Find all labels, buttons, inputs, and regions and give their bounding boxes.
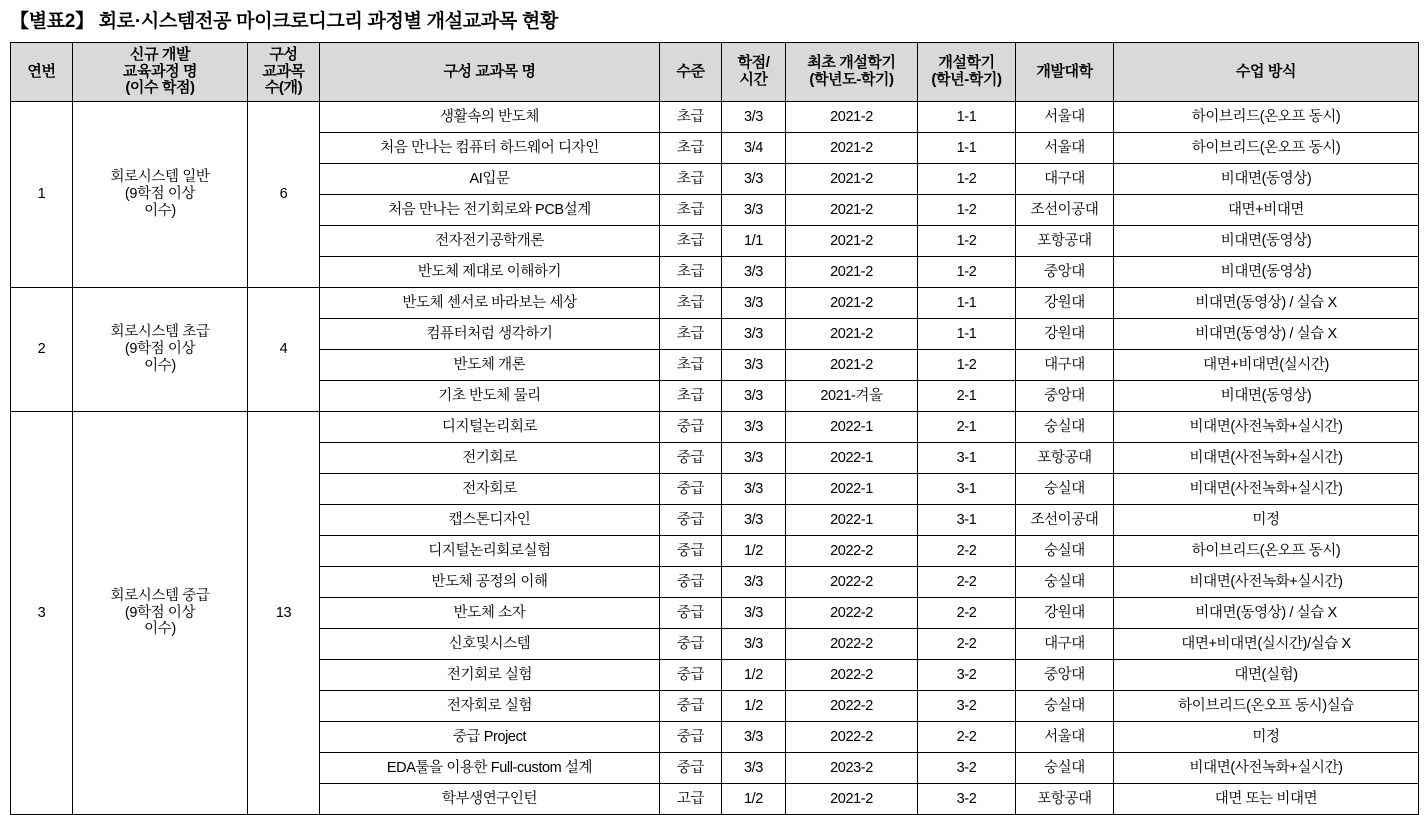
- header-university: [1016, 43, 1114, 102]
- cell-method: 미정: [1114, 505, 1419, 536]
- cell-university: 조선이공대: [1016, 505, 1114, 536]
- cell-method: 대면+비대면: [1114, 195, 1419, 226]
- header-subject-name: [320, 43, 660, 102]
- header-line: 구성 교과목 명: [443, 62, 536, 80]
- cell-level: 초급: [660, 164, 722, 195]
- header-line: 교과목: [262, 62, 305, 80]
- cell-credit-hours: 3/3: [722, 753, 786, 784]
- cell-subject-name: 디지털논리회로: [320, 412, 660, 443]
- cell-method: 하이브리드(온오프 동시): [1114, 536, 1419, 567]
- curriculum-name-line: 회로시스템 초급: [110, 324, 210, 341]
- table-row: [11, 102, 1419, 133]
- header-line: (이수 학점): [125, 79, 195, 97]
- cell-first-term: 2022-2: [786, 629, 918, 660]
- group-number: 1: [11, 102, 73, 288]
- cell-term: 2-2: [918, 567, 1016, 598]
- cell-credit-hours: 3/3: [722, 412, 786, 443]
- cell-credit-hours: 3/3: [722, 474, 786, 505]
- header-line: 구성: [269, 45, 298, 63]
- cell-university: 강원대: [1016, 319, 1114, 350]
- cell-university: 포항공대: [1016, 443, 1114, 474]
- cell-method: 대면+비대면(실시간)/실습 X: [1114, 629, 1419, 660]
- cell-university: 숭실대: [1016, 691, 1114, 722]
- cell-level: 초급: [660, 257, 722, 288]
- cell-subject-name: 디지털논리회로실험: [320, 536, 660, 567]
- table-row: [11, 288, 1419, 319]
- header-line: 수준: [676, 62, 705, 80]
- cell-university: 중앙대: [1016, 381, 1114, 412]
- cell-university: 대구대: [1016, 629, 1114, 660]
- cell-university: 포항공대: [1016, 784, 1114, 815]
- cell-level: 고급: [660, 784, 722, 815]
- cell-credit-hours: 3/3: [722, 319, 786, 350]
- cell-first-term: 2022-1: [786, 412, 918, 443]
- cell-first-term: 2022-1: [786, 443, 918, 474]
- cell-credit-hours: 3/3: [722, 164, 786, 195]
- cell-subject-name: 반도체 센서로 바라보는 세상: [320, 288, 660, 319]
- cell-method: 대면 또는 비대면: [1114, 784, 1419, 815]
- cell-term: 1-1: [918, 133, 1016, 164]
- cell-credit-hours: 3/3: [722, 350, 786, 381]
- cell-level: 중급: [660, 443, 722, 474]
- curriculum-name-line: 회로시스템 중급: [110, 587, 210, 604]
- cell-university: 중앙대: [1016, 257, 1114, 288]
- cell-credit-hours: 3/3: [722, 288, 786, 319]
- cell-subject-name: 전자회로: [320, 474, 660, 505]
- curriculum-name-line: 회로시스템 일반: [110, 169, 210, 186]
- cell-term: 1-1: [918, 102, 1016, 133]
- cell-credit-hours: 1/2: [722, 660, 786, 691]
- cell-method: 비대면(동영상): [1114, 381, 1419, 412]
- cell-method: 비대면(사전녹화+실시간): [1114, 412, 1419, 443]
- cell-first-term: 2021-2: [786, 288, 918, 319]
- curriculum-name-line: (9학점 이상: [124, 604, 196, 621]
- cell-level: 초급: [660, 102, 722, 133]
- cell-method: 대면+비대면(실시간): [1114, 350, 1419, 381]
- cell-level: 초급: [660, 381, 722, 412]
- cell-credit-hours: 1/2: [722, 536, 786, 567]
- header-subject-count: [248, 43, 320, 102]
- header-line: 교육과정 명: [122, 62, 198, 80]
- cell-subject-name: 처음 만나는 컴퓨터 하드웨어 디자인: [320, 133, 660, 164]
- cell-term: 1-1: [918, 288, 1016, 319]
- cell-credit-hours: 3/3: [722, 629, 786, 660]
- cell-university: 서울대: [1016, 102, 1114, 133]
- cell-method: 비대면(동영상): [1114, 226, 1419, 257]
- cell-level: 초급: [660, 288, 722, 319]
- group-curriculum-name: [73, 412, 248, 815]
- cell-term: 1-1: [918, 319, 1016, 350]
- cell-subject-name: 캡스톤디자인: [320, 505, 660, 536]
- cell-method: 비대면(사전녹화+실시간): [1114, 474, 1419, 505]
- cell-university: 숭실대: [1016, 474, 1114, 505]
- cell-university: 서울대: [1016, 722, 1114, 753]
- cell-term: 3-2: [918, 691, 1016, 722]
- cell-credit-hours: 3/3: [722, 722, 786, 753]
- cell-method: 하이브리드(온오프 동시): [1114, 102, 1419, 133]
- cell-level: 중급: [660, 567, 722, 598]
- cell-university: 강원대: [1016, 288, 1114, 319]
- header-line: 최초 개설학기: [807, 54, 896, 72]
- curriculum-name-line: (9학점 이상: [124, 341, 196, 358]
- cell-university: 대구대: [1016, 350, 1114, 381]
- cell-credit-hours: 3/3: [722, 443, 786, 474]
- curriculum-name-line: 이수): [144, 202, 176, 219]
- cell-level: 중급: [660, 753, 722, 784]
- cell-method: 하이브리드(온오프 동시)실습: [1114, 691, 1419, 722]
- curriculum-name-line: (9학점 이상: [124, 186, 196, 203]
- cell-subject-name: AI입문: [320, 164, 660, 195]
- cell-term: 3-2: [918, 784, 1016, 815]
- cell-subject-name: 전기회로: [320, 443, 660, 474]
- cell-first-term: 2022-2: [786, 660, 918, 691]
- curriculum-table: [10, 42, 1419, 815]
- cell-credit-hours: 3/3: [722, 505, 786, 536]
- header-line: 시간: [739, 71, 768, 88]
- cell-first-term: 2021-2: [786, 319, 918, 350]
- cell-level: 초급: [660, 226, 722, 257]
- cell-credit-hours: 1/2: [722, 691, 786, 722]
- cell-subject-name: 중급 Project: [320, 722, 660, 753]
- cell-term: 2-2: [918, 598, 1016, 629]
- group-number: 3: [11, 412, 73, 815]
- cell-subject-name: 반도체 제대로 이해하기: [320, 257, 660, 288]
- cell-level: 중급: [660, 691, 722, 722]
- cell-subject-name: 기초 반도체 물리: [320, 381, 660, 412]
- cell-level: 중급: [660, 412, 722, 443]
- cell-method: 비대면(동영상): [1114, 164, 1419, 195]
- cell-method: 비대면(동영상): [1114, 257, 1419, 288]
- cell-term: 1-2: [918, 350, 1016, 381]
- cell-term: 1-2: [918, 195, 1016, 226]
- group-curriculum-name: [73, 288, 248, 412]
- cell-level: 중급: [660, 722, 722, 753]
- cell-level: 초급: [660, 133, 722, 164]
- header-line: (학년-학기): [931, 71, 1002, 88]
- cell-credit-hours: 3/3: [722, 102, 786, 133]
- cell-credit-hours: 3/3: [722, 195, 786, 226]
- table-body: [11, 102, 1419, 815]
- cell-first-term: 2023-2: [786, 753, 918, 784]
- cell-method: 비대면(동영상) / 실습 X: [1114, 598, 1419, 629]
- cell-credit-hours: 1/2: [722, 784, 786, 815]
- cell-term: 1-2: [918, 226, 1016, 257]
- header-line: 개발대학: [1036, 62, 1093, 80]
- cell-credit-hours: 3/3: [722, 381, 786, 412]
- header-curriculum-name: [73, 43, 248, 102]
- cell-university: 중앙대: [1016, 660, 1114, 691]
- table-header: [11, 43, 1419, 102]
- cell-university: 숭실대: [1016, 753, 1114, 784]
- cell-subject-name: 반도체 소자: [320, 598, 660, 629]
- cell-first-term: 2021-2: [786, 164, 918, 195]
- cell-level: 중급: [660, 660, 722, 691]
- cell-term: 2-2: [918, 536, 1016, 567]
- cell-first-term: 2022-1: [786, 474, 918, 505]
- cell-term: 3-1: [918, 443, 1016, 474]
- cell-subject-name: 전자회로 실험: [320, 691, 660, 722]
- group-subject-count: 4: [248, 288, 320, 412]
- cell-subject-name: 처음 만나는 전기회로와 PCB설계: [320, 195, 660, 226]
- table-header-row: [11, 43, 1419, 102]
- header-level: [660, 43, 722, 102]
- cell-first-term: 2022-2: [786, 598, 918, 629]
- cell-subject-name: 생활속의 반도체: [320, 102, 660, 133]
- header-line: 개설학기: [938, 54, 995, 72]
- page-title: 【별표2】 회로·시스템전공 마이크로디그리 과정별 개설교과목 현황: [10, 11, 558, 32]
- header-line: (학년도-학기): [809, 71, 894, 88]
- cell-university: 숭실대: [1016, 567, 1114, 598]
- cell-university: 조선이공대: [1016, 195, 1114, 226]
- cell-credit-hours: 3/3: [722, 257, 786, 288]
- cell-university: 포항공대: [1016, 226, 1114, 257]
- cell-method: 미정: [1114, 722, 1419, 753]
- cell-first-term: 2021-겨울: [786, 381, 918, 412]
- cell-level: 중급: [660, 598, 722, 629]
- cell-level: 초급: [660, 319, 722, 350]
- cell-subject-name: 반도체 공정의 이해: [320, 567, 660, 598]
- cell-first-term: 2021-2: [786, 102, 918, 133]
- cell-credit-hours: 3/4: [722, 133, 786, 164]
- header-credit-hours: [722, 43, 786, 102]
- cell-term: 2-1: [918, 381, 1016, 412]
- cell-credit-hours: 3/3: [722, 567, 786, 598]
- cell-subject-name: 전자전기공학개론: [320, 226, 660, 257]
- cell-subject-name: 신호및시스템: [320, 629, 660, 660]
- cell-first-term: 2021-2: [786, 195, 918, 226]
- header-line: 수(개): [264, 79, 303, 97]
- cell-term: 1-2: [918, 257, 1016, 288]
- header-line: 수업 방식: [1235, 62, 1297, 80]
- cell-level: 초급: [660, 195, 722, 226]
- cell-term: 3-2: [918, 753, 1016, 784]
- curriculum-name-line: 이수): [144, 357, 176, 374]
- cell-level: 중급: [660, 629, 722, 660]
- cell-university: 강원대: [1016, 598, 1114, 629]
- cell-first-term: 2022-1: [786, 505, 918, 536]
- cell-method: 비대면(사전녹화+실시간): [1114, 753, 1419, 784]
- cell-term: 3-2: [918, 660, 1016, 691]
- cell-term: 2-1: [918, 412, 1016, 443]
- group-subject-count: 6: [248, 102, 320, 288]
- table-row: [11, 412, 1419, 443]
- cell-university: 서울대: [1016, 133, 1114, 164]
- cell-method: 비대면(동영상) / 실습 X: [1114, 288, 1419, 319]
- cell-credit-hours: 1/1: [722, 226, 786, 257]
- header-method: [1114, 43, 1419, 102]
- curriculum-name-line: 이수): [144, 621, 176, 638]
- cell-first-term: 2021-2: [786, 257, 918, 288]
- cell-first-term: 2021-2: [786, 784, 918, 815]
- cell-first-term: 2022-2: [786, 536, 918, 567]
- cell-subject-name: EDA툴을 이용한 Full-custom 설계: [320, 753, 660, 784]
- cell-method: 비대면(동영상) / 실습 X: [1114, 319, 1419, 350]
- cell-first-term: 2021-2: [786, 350, 918, 381]
- cell-level: 중급: [660, 474, 722, 505]
- cell-term: 3-1: [918, 474, 1016, 505]
- cell-subject-name: 전기회로 실험: [320, 660, 660, 691]
- cell-first-term: 2022-2: [786, 722, 918, 753]
- cell-term: 2-2: [918, 722, 1016, 753]
- group-number: 2: [11, 288, 73, 412]
- header-no: [11, 43, 73, 102]
- cell-method: 비대면(사전녹화+실시간): [1114, 443, 1419, 474]
- cell-term: 1-2: [918, 164, 1016, 195]
- cell-level: 중급: [660, 505, 722, 536]
- cell-method: 대면(실험): [1114, 660, 1419, 691]
- cell-university: 숭실대: [1016, 412, 1114, 443]
- header-line: 연번: [27, 62, 56, 80]
- group-subject-count: 13: [248, 412, 320, 815]
- cell-university: 대구대: [1016, 164, 1114, 195]
- cell-level: 중급: [660, 536, 722, 567]
- cell-subject-name: 학부생연구인턴: [320, 784, 660, 815]
- cell-first-term: 2022-2: [786, 691, 918, 722]
- header-line: 학점/: [737, 54, 770, 72]
- cell-university: 숭실대: [1016, 536, 1114, 567]
- cell-term: 2-2: [918, 629, 1016, 660]
- group-curriculum-name: [73, 102, 248, 288]
- cell-method: 하이브리드(온오프 동시): [1114, 133, 1419, 164]
- cell-level: 초급: [660, 350, 722, 381]
- cell-first-term: 2021-2: [786, 226, 918, 257]
- cell-credit-hours: 3/3: [722, 598, 786, 629]
- header-line: 신규 개발: [129, 45, 191, 63]
- header-term: [918, 43, 1016, 102]
- cell-term: 3-1: [918, 505, 1016, 536]
- cell-subject-name: 컴퓨터처럼 생각하기: [320, 319, 660, 350]
- cell-first-term: 2021-2: [786, 133, 918, 164]
- cell-method: 비대면(사전녹화+실시간): [1114, 567, 1419, 598]
- cell-subject-name: 반도체 개론: [320, 350, 660, 381]
- header-first-term: [786, 43, 918, 102]
- cell-first-term: 2022-2: [786, 567, 918, 598]
